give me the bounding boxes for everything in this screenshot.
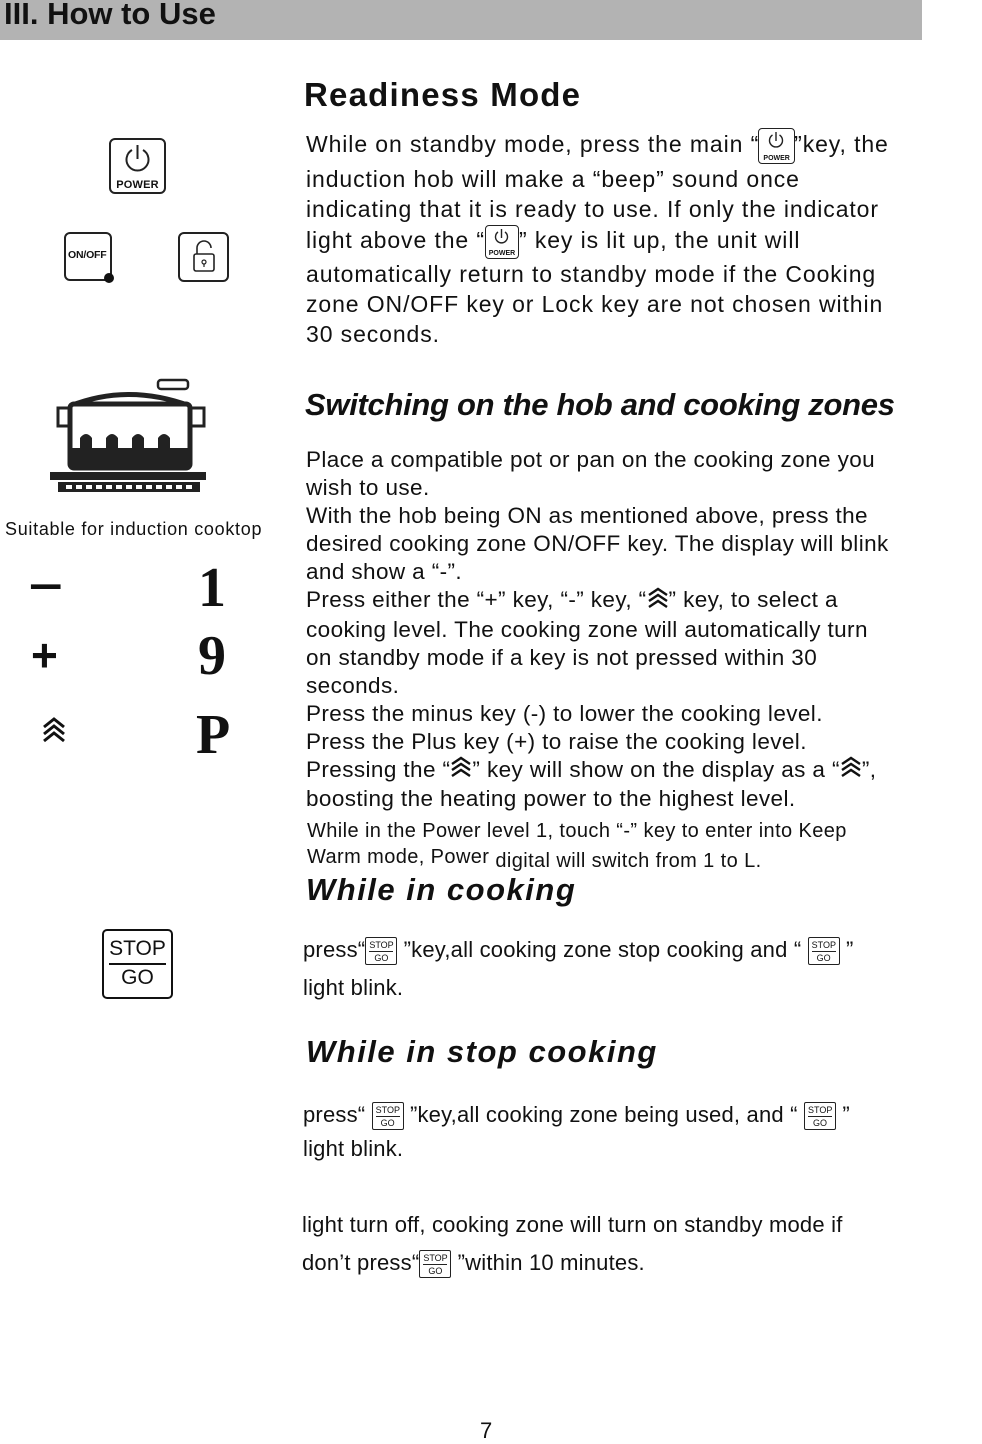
- pot-on-cooktop-icon: [48, 378, 208, 505]
- text-run: ” key, to select a: [668, 587, 838, 612]
- standby-paragraph: [302, 1206, 843, 1282]
- text-line: Place a compatible pot or pan on the cooking zone you: [306, 447, 876, 472]
- text-line: indicating that it is ready to use. If only the indicator: [306, 196, 879, 223]
- text-run: Pressing the “: [306, 756, 451, 782]
- stop-cooking-heading: While in stop cooking: [306, 1034, 658, 1069]
- stop-go-key-icon: [102, 929, 173, 999]
- text-line: [303, 1098, 850, 1132]
- text-run: ”within 10 minutes.: [457, 1250, 645, 1275]
- readiness-heading: Readiness Mode: [304, 76, 582, 113]
- text-run: ”: [842, 1102, 850, 1127]
- stop-go-divider: [109, 963, 166, 965]
- text-line: and show a “-”.: [306, 559, 463, 584]
- stop-go-inline-stop: STOP: [375, 1105, 400, 1116]
- text-run: ”,: [861, 756, 877, 782]
- stop-go-inline-go: GO: [380, 1118, 395, 1129]
- stop-go-inline-go: GO: [374, 953, 389, 964]
- text-line: induction hob will make a “beep” sound once: [306, 166, 800, 192]
- stop-go-inline-go: GO: [816, 953, 831, 964]
- text-line: While in the Power level 1, touch “-” key to enter into Keep: [307, 820, 847, 842]
- stop-cooking-paragraph: [303, 1098, 850, 1166]
- pot-caption: Suitable for induction cooktop: [5, 519, 263, 539]
- display-digit-p: P: [196, 704, 231, 766]
- switching-heading: Switching on the hob and cooking zones: [305, 387, 895, 422]
- text-line: automatically return to standby mode if the Cooking: [306, 260, 877, 287]
- text-line: cooking level. The cooking zone will automatically turn: [306, 616, 868, 642]
- text-line: seconds.: [306, 672, 400, 698]
- text-line: [307, 844, 847, 870]
- lock-key-icon: [178, 232, 229, 282]
- text-line: Press the minus key (-) to lower the cooking level.: [306, 700, 823, 726]
- text-run: press“: [303, 1102, 366, 1127]
- power-inline-caption: POWER: [763, 155, 790, 162]
- readiness-paragraph: [306, 128, 889, 349]
- text-run: don’t press“: [302, 1250, 420, 1275]
- text-line: [306, 586, 889, 616]
- switching-paragraph: [306, 446, 889, 813]
- onoff-key-label: ON/OFF: [68, 249, 107, 261]
- boost-inline-icon: [450, 756, 472, 785]
- text-line: With the hob being ON as mentioned above, press the: [306, 503, 868, 528]
- power-inline-icon: [758, 128, 795, 164]
- text-line: Press the Plus key (+) to raise the cooking level.: [306, 728, 807, 754]
- text-line: [303, 931, 854, 969]
- text-run: ”key,all cooking zone stop cooking and “: [403, 937, 802, 962]
- power-inline-caption: POWER: [488, 249, 516, 257]
- cooking-paragraph: [303, 931, 854, 1007]
- text-run: press“: [303, 937, 366, 962]
- text-line: desired cooking zone ON/OFF key. The display will blink: [306, 531, 889, 556]
- display-digit-1: 1: [198, 557, 226, 619]
- stop-go-inline-icon: [808, 937, 840, 965]
- display-digit-9: 9: [198, 625, 226, 687]
- text-run: ”key, the: [794, 131, 889, 158]
- text-line: [306, 225, 889, 259]
- stop-go-inline-stop: STOP: [369, 940, 394, 951]
- text-run: ”key,all cooking zone being used, and “: [409, 1102, 798, 1127]
- power-key-label: POWER: [116, 179, 159, 191]
- power-inline-icon: [485, 225, 519, 259]
- stop-go-inline-icon: [419, 1250, 451, 1278]
- text-line: 30 seconds.: [306, 321, 440, 348]
- text-run: While on standby mode, press the main “: [306, 131, 760, 158]
- stop-go-inline-stop: STOP: [423, 1253, 448, 1264]
- keep-warm-note: [307, 818, 847, 870]
- stop-go-inline-go: GO: [428, 1266, 443, 1277]
- stop-go-inline-stop: STOP: [811, 940, 837, 951]
- stop-go-inline-stop: STOP: [808, 1105, 833, 1116]
- text-line: boosting the heating power to the highest level.: [306, 786, 796, 812]
- text-line: light blink.: [303, 975, 404, 1000]
- go-label: GO: [121, 966, 154, 989]
- text-run: Press either the “+” key, “-” key, “: [306, 587, 647, 612]
- text-line: wish to use.: [306, 475, 430, 500]
- page-number: 7: [480, 1418, 493, 1443]
- text-line: on standby mode if a key is not pressed within 30: [306, 644, 818, 670]
- text-line: [302, 1244, 843, 1282]
- text-run: Warm mode, Power: [307, 846, 490, 868]
- text-run: ” key will show on the display as a “: [472, 756, 840, 782]
- indicator-dot-icon: [104, 273, 114, 283]
- boost-inline-icon: [840, 756, 862, 785]
- stop-go-inline-go: GO: [813, 1118, 828, 1129]
- minus-key-icon: –: [29, 557, 63, 609]
- text-run: light above the “: [306, 226, 485, 253]
- text-line: light blink.: [303, 1136, 404, 1161]
- text-line: [306, 756, 889, 786]
- text-line: [306, 128, 889, 164]
- section-title: III. How to Use: [4, 0, 216, 31]
- text-line: zone ON/OFF key or Lock key are not chosen within: [306, 290, 884, 317]
- plus-key-icon: +: [31, 629, 58, 681]
- boost-inline-icon: [647, 587, 669, 616]
- onoff-key-icon: [64, 232, 112, 281]
- power-key-icon: [109, 138, 166, 194]
- boost-key-icon: [41, 717, 67, 748]
- stop-go-inline-icon: [804, 1102, 836, 1130]
- cooking-heading: While in cooking: [306, 872, 577, 907]
- stop-label: STOP: [109, 937, 166, 960]
- text-run: digital will switch from 1 to L.: [495, 850, 762, 872]
- stop-go-inline-icon: [372, 1102, 404, 1130]
- stop-go-inline-icon: [365, 937, 397, 965]
- text-run: ”: [845, 937, 854, 962]
- text-run: ” key is lit up, the unit will: [518, 226, 801, 253]
- text-line: light turn off, cooking zone will turn on standby mode if: [302, 1212, 843, 1237]
